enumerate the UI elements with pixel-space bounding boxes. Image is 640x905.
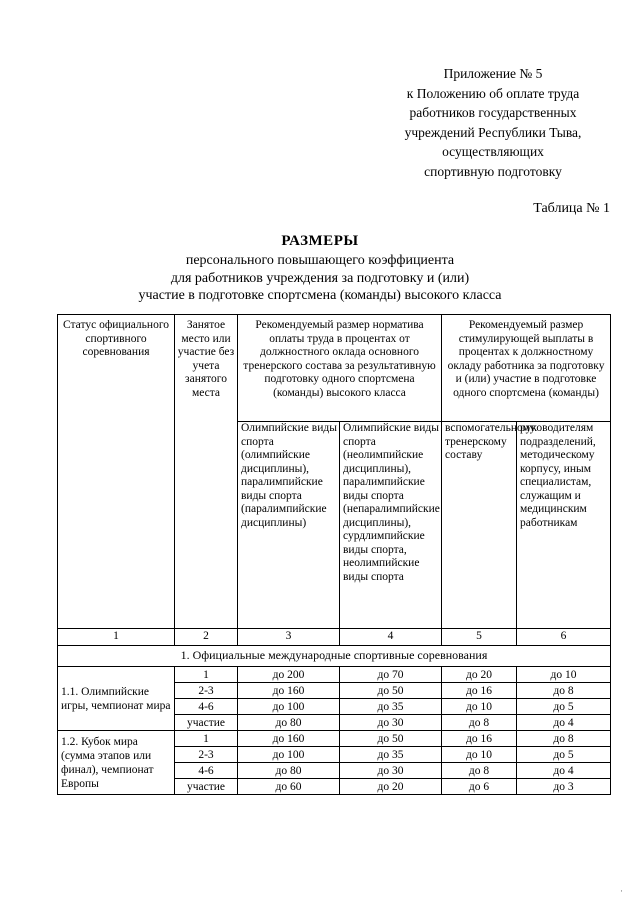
category-cell: 1.2. Кубок мира (сумма этапов или финал), чемпионат Европы <box>58 731 175 795</box>
column-number: 2 <box>175 629 238 646</box>
value-cell: до 100 <box>238 747 340 763</box>
value-cell: до 80 <box>238 763 340 779</box>
value-cell: до 8 <box>442 715 517 731</box>
value-cell: до 8 <box>442 763 517 779</box>
header-managers-staff: руководителям подразделений, методическому корпусу, иным специалистам, служащим и медицинским работникам <box>517 422 611 629</box>
value-cell: до 8 <box>517 731 611 747</box>
value-cell: до 200 <box>238 667 340 683</box>
value-cell: до 35 <box>340 699 442 715</box>
column-number: 6 <box>517 629 611 646</box>
value-cell: до 5 <box>517 699 611 715</box>
header-staff-group: Рекомендуемый размер стимулирующей выплаты в процентах к должностному окладу работника за подготовку и (или) участие в подготовке одного спортсмена (команды) <box>442 315 611 422</box>
place-cell: 2-3 <box>175 747 238 763</box>
annex-line: учреждений Республики Тыва, <box>404 124 582 140</box>
coefficients-table <box>57 314 611 795</box>
annex-line: к Положению об оплате труда <box>406 85 580 101</box>
column-number: 5 <box>442 629 517 646</box>
place-cell: 1 <box>175 731 238 747</box>
header-place: Занятое место или участие без учета занятого места <box>175 315 238 629</box>
value-cell: до 30 <box>340 715 442 731</box>
value-cell: до 10 <box>517 667 611 683</box>
column-number: 3 <box>238 629 340 646</box>
annex-line: осуществляющих <box>442 144 544 159</box>
value-cell: до 160 <box>238 683 340 699</box>
subtitle-line: персонального повышающего коэффициента <box>185 253 455 268</box>
value-cell: до 16 <box>442 683 517 699</box>
value-cell: до 20 <box>442 667 517 683</box>
header-status: Статус официального спортивного соревнования <box>58 315 175 629</box>
annex-reference <box>378 64 608 181</box>
value-cell: до 35 <box>340 747 442 763</box>
value-cell: до 4 <box>517 715 611 731</box>
header-assistant-coaches: вспомогательному тренерскому составу <box>442 422 517 629</box>
header-non-olympic: Олимпийские виды спорта (неолимпийские дисциплины), паралимпийские виды спорта (непаралимпийские дисциплины), сурдлимпийские виды спорта, неолимпийские виды спорта <box>340 422 442 629</box>
place-cell: участие <box>175 779 238 795</box>
header-olympic: Олимпийские виды спорта (олимпийские дисциплины), паралимпийские виды спорта (паралимпийские дисциплины) <box>238 422 340 629</box>
annex-line: спортивную подготовку <box>424 163 562 179</box>
value-cell: до 16 <box>442 731 517 747</box>
value-cell: до 3 <box>517 779 611 795</box>
value-cell: до 4 <box>517 763 611 779</box>
document-subtitle <box>0 252 640 305</box>
header-coach-group: Рекомендуемый размер норматива оплаты труда в процентах от должностного оклада основного тренерского состава за результативную подготовку одного спортсмена (команды) высокого класса <box>238 315 442 422</box>
scan-mark-icon: · <box>620 886 623 896</box>
value-cell: до 6 <box>442 779 517 795</box>
subtitle-line: для работников учреждения за подготовку и (или) <box>170 270 470 286</box>
value-cell: до 50 <box>340 683 442 699</box>
value-cell: до 20 <box>340 779 442 795</box>
table-number: Таблица № 1 <box>533 201 610 216</box>
annex-line: работников государственных <box>409 105 577 120</box>
subtitle-line: участие в подготовке спортсмена (команды) высокого класса <box>138 288 502 303</box>
table-row <box>58 667 611 683</box>
document-title: РАЗМЕРЫ <box>281 233 359 249</box>
place-cell: 4-6 <box>175 699 238 715</box>
value-cell: до 80 <box>238 715 340 731</box>
place-cell: 1 <box>175 667 238 683</box>
place-cell: участие <box>175 715 238 731</box>
category-cell: 1.1. Олимпийские игры, чемпионат мира <box>58 667 175 731</box>
place-cell: 2-3 <box>175 683 238 699</box>
place-cell: 4-6 <box>175 763 238 779</box>
value-cell: до 10 <box>442 699 517 715</box>
annex-line: Приложение № 5 <box>443 66 543 81</box>
table-row <box>58 731 611 747</box>
value-cell: до 10 <box>442 747 517 763</box>
value-cell: до 8 <box>517 683 611 699</box>
section-title: 1. Официальные международные спортивные соревнования <box>58 646 611 667</box>
value-cell: до 70 <box>340 667 442 683</box>
value-cell: до 100 <box>238 699 340 715</box>
value-cell: до 30 <box>340 763 442 779</box>
column-number: 4 <box>340 629 442 646</box>
value-cell: до 5 <box>517 747 611 763</box>
value-cell: до 50 <box>340 731 442 747</box>
column-number: 1 <box>58 629 175 646</box>
value-cell: до 160 <box>238 731 340 747</box>
value-cell: до 60 <box>238 779 340 795</box>
